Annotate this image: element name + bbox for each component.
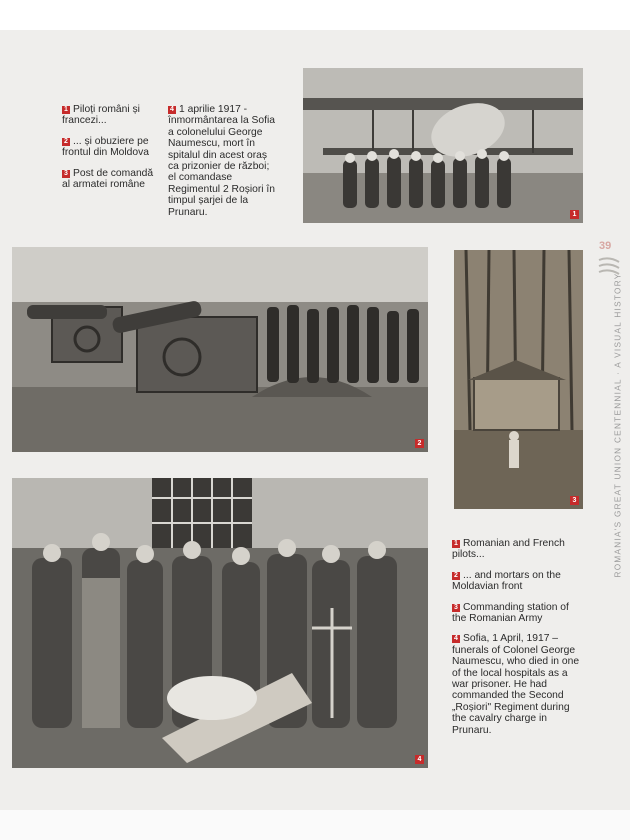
- romanian-captions-left: [62, 104, 162, 199]
- caption-ro-3: [62, 168, 162, 191]
- caption-number: 3: [452, 604, 460, 612]
- caption-text: Romanian and French pilots...: [452, 538, 565, 561]
- caption-text: ... și obuziere pe frontul din Moldova: [62, 135, 150, 159]
- caption-text: 1 aprilie 1917 - înmormântarea la Sofia a colonelului George Naumescu, mort în spitalul din acest oraș ca prizonier de război; el comandase Regimentul 2 Roșiori în timpul șarjei de la Prunaru.: [168, 104, 276, 218]
- caption-number: 1: [452, 540, 460, 548]
- caption-ro-2: [62, 136, 162, 159]
- photo-commanding-station: [454, 250, 583, 509]
- pilots-biplane-illustration: [303, 68, 583, 223]
- photo-mortars: [12, 247, 428, 452]
- caption-number: 2: [62, 138, 70, 146]
- caption-number: 2: [452, 572, 460, 580]
- page-bottom-edge: [0, 810, 630, 840]
- caption-en-4: [452, 633, 582, 736]
- mortars-illustration: [12, 247, 428, 452]
- photo-number-badge: 4: [415, 755, 424, 764]
- caption-text: ... and mortars on the Moldavian front: [452, 569, 561, 593]
- photo-number-badge: 2: [415, 439, 424, 448]
- photo-funeral: [12, 478, 428, 768]
- caption-en-1: [452, 538, 582, 561]
- caption-text: Piloți români și francezi...: [62, 104, 140, 127]
- romanian-caption-4: [168, 104, 278, 227]
- commanding-station-illustration: [454, 250, 583, 509]
- caption-number: 4: [168, 106, 176, 114]
- photo-pilots-biplane: [303, 68, 583, 223]
- spine-title: [611, 250, 625, 600]
- funeral-illustration: [12, 478, 428, 768]
- caption-en-2: [452, 570, 582, 593]
- caption-number: 4: [452, 635, 460, 643]
- caption-text: Commanding station of the Romanian Army: [452, 601, 569, 625]
- caption-number: 3: [62, 170, 70, 178]
- caption-number: 1: [62, 106, 70, 114]
- caption-text: Sofia, 1 April, 1917 – funerals of Colonel George Naumescu, who died in one of the local hospitals as a war prisoner. He had commanded the Second „Roșiori" Regiment during the cavalry charge in Prunaru.: [452, 633, 580, 736]
- photo-number-badge: 3: [570, 496, 579, 505]
- caption-ro-1: [62, 104, 162, 127]
- page-number: 39: [599, 240, 612, 252]
- english-captions: [452, 538, 582, 745]
- caption-text: Post de comandă al armatei române: [62, 167, 154, 191]
- caption-en-3: [452, 602, 582, 625]
- photo-number-badge: 1: [570, 210, 579, 219]
- spine-title-text: ROMANIA'S GREAT UNION CENTENNIAL · A VISUAL HISTORY: [613, 272, 623, 578]
- caption-ro-4: [168, 104, 278, 218]
